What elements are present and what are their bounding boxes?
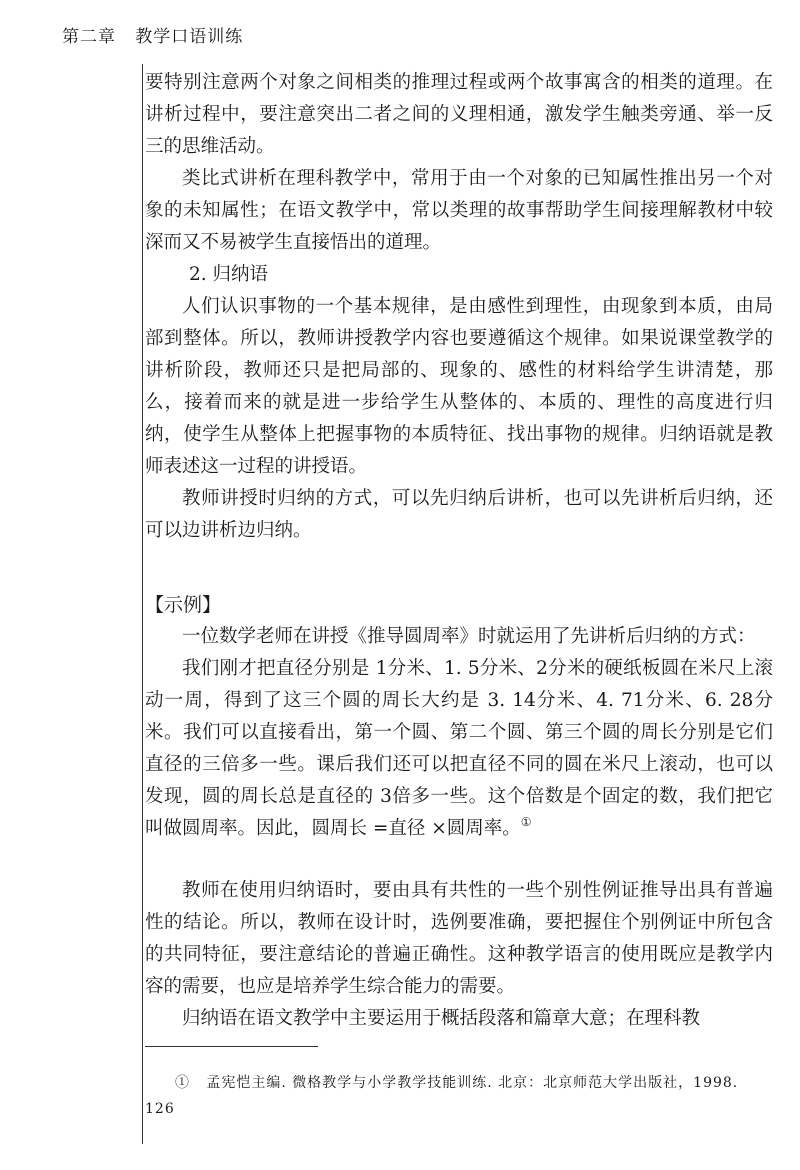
running-head: 第二章 教学口语训练 bbox=[62, 27, 244, 47]
footnote-text: 孟宪恺主编. 微格教学与小学教学技能训练. 北京：北京师范大学出版社，1998. 126 bbox=[145, 1075, 739, 1117]
example-label: 【示例】 bbox=[145, 594, 222, 616]
section-heading-induction: 2. 归纳语 bbox=[189, 264, 269, 285]
footnote bbox=[145, 1070, 773, 1122]
footnote-reference[interactable]: ① bbox=[520, 815, 532, 829]
paragraph-cognition: 人们认识事物的一个基本规律，是由感性到理性，由现象到本质，由局部到整体。所以，教师讲授教学内容也要遵循这个规律。如果说课堂教学的讲析阶段，教师还只是把局部的、现象的、感性的材料给学生讲清楚，那么，接着而来的就是进一步给学生从整体的、本质的、理性的高度进行归纳，使学生从整体上把握事物的本质特征、找出事物的规律。归纳语就是教师表述这一过程的讲授语。 bbox=[145, 296, 773, 477]
paragraph-induction-methods: 教师讲授时归纳的方式，可以先归纳后讲析，也可以先讲析后归纳，还可以边讲析边归纳。 bbox=[145, 488, 773, 541]
paragraph-example-quote bbox=[145, 653, 773, 845]
body-text bbox=[145, 67, 773, 1035]
paragraph-induction-usage: 教师在使用归纳语时，要由具有共性的一些个别性例证推导出具有普遍性的结论。所以，教师在设计时，选例要准确，要把握住个别例证中所包含的共同特征，要注意结论的普遍正确性。这种教学语言的使用既应是教学内容的需要，也应是培养学生综合能力的需要。 bbox=[145, 880, 773, 997]
paragraph-continued: 要特别注意两个对象之间相类的推理过程或两个故事寓含的相类的道理。在讲析过程中，要注意突出二者之间的义理相通，激发学生触类旁通、举一反三的思维活动。 bbox=[145, 72, 773, 157]
margin-rule bbox=[142, 64, 143, 1144]
footnote-mark: ① bbox=[175, 1075, 190, 1091]
paragraph-analogy: 类比式讲析在理科教学中，常用于由一个对象的已知属性推出另一个对象的未知属性；在语文教学中，常以类理的故事帮助学生间接理解教材中较深而又不易被学生直接悟出的道理。 bbox=[145, 168, 773, 253]
footnote-rule bbox=[145, 1046, 318, 1047]
paragraph-example-intro: 一位数学老师在讲授《推导圆周率》时就运用了先讲析后归纳的方式： bbox=[182, 626, 756, 647]
paragraph-induction-subjects: 归纳语在语文教学中主要运用于概括段落和篇章大意；在理科教 bbox=[182, 1008, 701, 1029]
example-quote-text: 我们刚才把直径分别是 1分米、1. 5分米、2分米的硬纸板圆在米尺上滚动一周，得到了这三个圆的周长大约是 3. 14分米、4. 71分米、6. 28分米。我们可以直接看出，第一个圆、第二个圆、第三个圆的周长分别是它们直径的三倍多一些。课后我们还可以把直径不同的圆在米尺上滚动，也可以发现，圆的周长总是直径的 3倍多一些。这个倍数是个固定的数，我们把它叫做圆周率。因此，圆周长 =直径 ×圆周率。 bbox=[145, 658, 773, 839]
